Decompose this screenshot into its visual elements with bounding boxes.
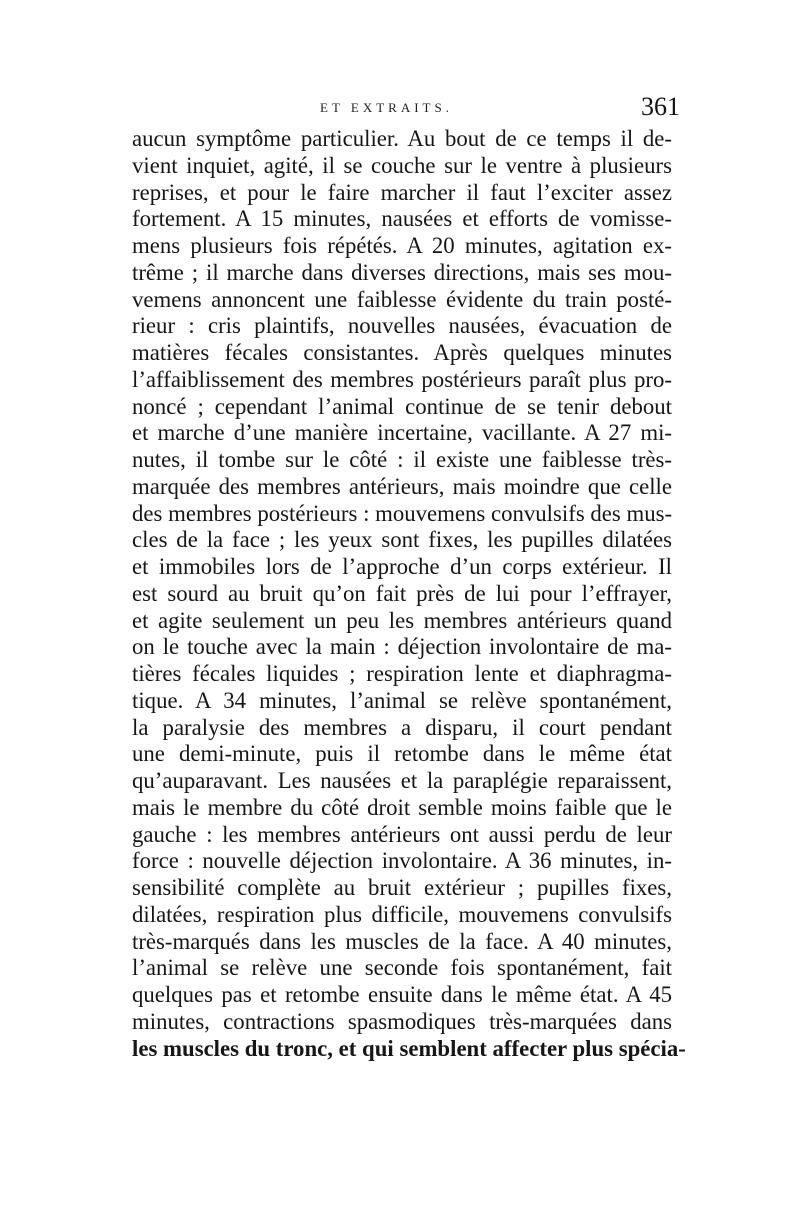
text-line: et agite seulement un peu les membres antérieurs quand bbox=[132, 607, 672, 633]
text-line: vemens annoncent une faiblesse évidente du train posté- bbox=[132, 286, 672, 312]
text-line: gauche : les membres antérieurs ont aussi perdu de leur bbox=[132, 821, 672, 847]
text-line: une demi-minute, puis il retombe dans le même état bbox=[132, 741, 672, 767]
text-line: cles de la face ; les yeux sont fixes, les pupilles dilatées bbox=[132, 527, 672, 553]
text-line: l’affaiblissement des membres postérieurs paraît plus pro- bbox=[132, 366, 672, 392]
text-line: nutes, il tombe sur le côté : il existe une faiblesse très- bbox=[132, 447, 672, 472]
text-line: tique. A 34 minutes, l’animal se relève spontanément, bbox=[132, 687, 672, 713]
text-line: trême ; il marche dans diverses directions, mais ses mou- bbox=[132, 259, 672, 285]
text-line: et immobiles lors de l’approche d’un corps extérieur. Il bbox=[132, 554, 672, 579]
text-line: force : nouvelle déjection involontaire. A 36 minutes, in- bbox=[132, 848, 672, 874]
text-line: minutes, contractions spasmodiques très-marquées dans bbox=[132, 1008, 672, 1034]
text-line: mais le membre du côté droit semble moins faible que le bbox=[132, 794, 672, 820]
text-line: les muscles du tronc, et qui semblent affecter plus spécia- bbox=[132, 1035, 686, 1061]
text-line: mens plusieurs fois répétés. A 20 minutes, agitation ex- bbox=[132, 233, 672, 258]
text-line: quelques pas et retombe ensuite dans le même état. A 45 bbox=[132, 982, 672, 1007]
text-line: qu’auparavant. Les nausées et la paraplégie reparaissent, bbox=[132, 768, 672, 793]
text-line: dilatées, respiration plus difficile, mouvemens convulsifs bbox=[132, 901, 672, 927]
text-line: la paralysie des membres a disparu, il court pendant bbox=[132, 714, 672, 740]
text-line: très-marqués dans les muscles de la face. A 40 minutes, bbox=[132, 928, 672, 954]
text-line: reprises, et pour le faire marcher il faut l’exciter assez bbox=[132, 179, 672, 205]
text-line: tières fécales liquides ; respiration lente et diaphragma- bbox=[132, 661, 672, 686]
text-line: on le touche avec la main : déjection involontaire de ma- bbox=[132, 634, 672, 660]
text-line: sensibilité complète au bruit extérieur ; pupilles fixes, bbox=[132, 875, 672, 900]
text-line: marquée des membres antérieurs, mais moindre que celle bbox=[132, 473, 672, 499]
text-line: est sourd au bruit qu’on fait près de lui pour l’effrayer, bbox=[132, 580, 672, 606]
text-line: noncé ; cependant l’animal continue de se tenir debout bbox=[132, 393, 672, 419]
text-line: vient inquiet, agité, il se couche sur le ventre à plusieurs bbox=[132, 152, 672, 178]
text-line: matières fécales consistantes. Après quelques minutes bbox=[132, 340, 672, 365]
page-number: 361 bbox=[641, 92, 680, 121]
text-line: fortement. A 15 minutes, nausées et efforts de vomisse- bbox=[132, 206, 672, 232]
running-head: ET EXTRAITS. bbox=[320, 100, 453, 115]
body-text bbox=[132, 126, 686, 1062]
text-line: et marche d’une manière incertaine, vacillante. A 27 mi- bbox=[132, 420, 672, 446]
text-line: rieur : cris plaintifs, nouvelles nausées, évacuation de bbox=[132, 313, 672, 339]
text-line: des membres postérieurs : mouvemens convulsifs des mus- bbox=[132, 500, 673, 526]
text-line: l’animal se relève une seconde fois spontanément, fait bbox=[132, 955, 672, 981]
text-line: aucun symptôme particulier. Au bout de ce temps il de- bbox=[132, 126, 672, 151]
